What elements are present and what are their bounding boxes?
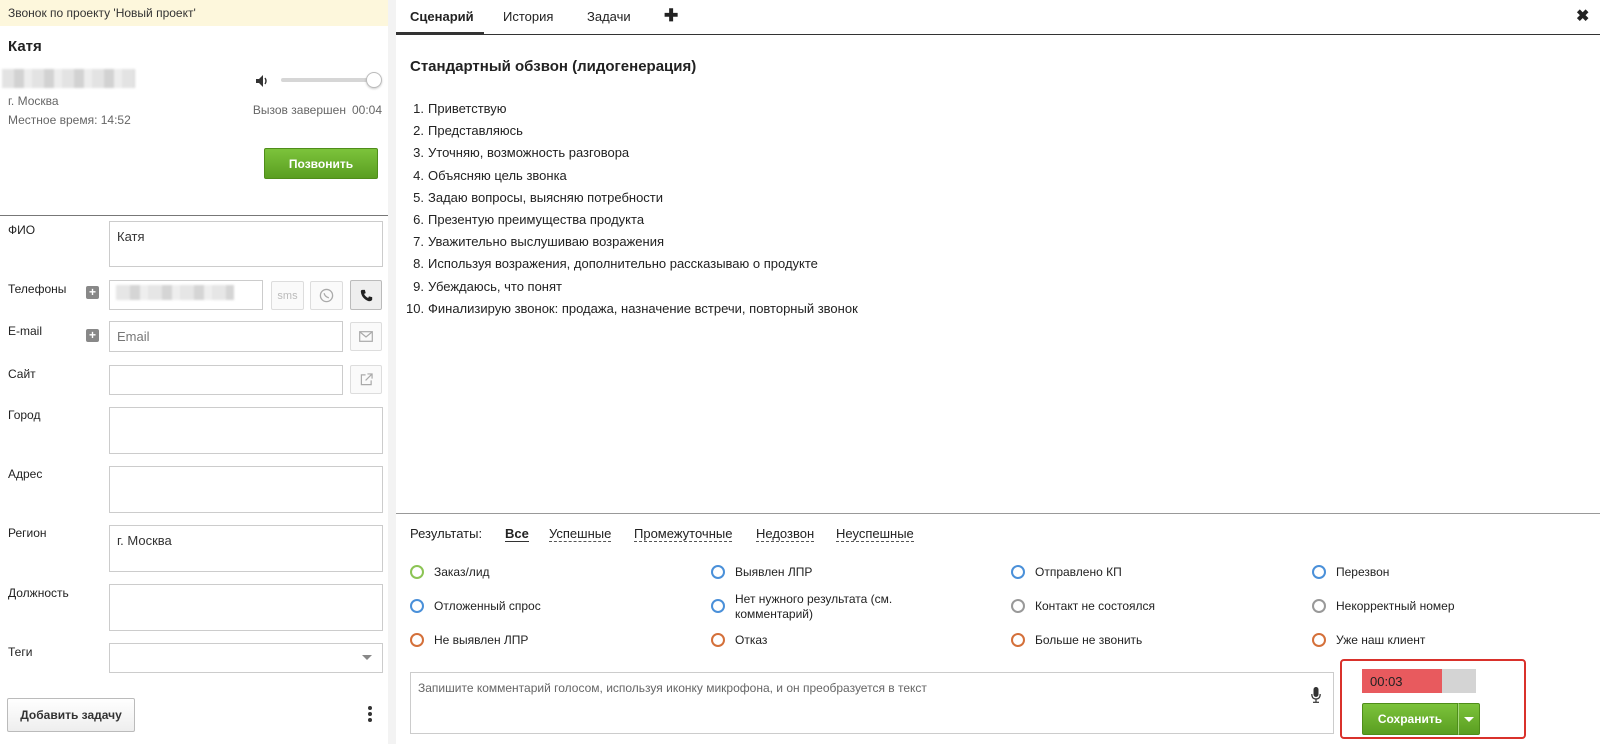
script-title: Стандартный обзвон (лидогенерация) <box>410 58 697 75</box>
script-step: 2. Представляюсь <box>413 123 523 139</box>
local-time: Местное время: 14:52 <box>8 113 131 127</box>
email-field[interactable] <box>109 321 343 352</box>
result-option[interactable]: Отправлено КП <box>1011 565 1122 580</box>
contact-city: г. Москва <box>8 94 59 108</box>
filter-all[interactable]: Все <box>505 526 529 541</box>
radio-button[interactable] <box>1312 599 1326 613</box>
result-option[interactable]: Отказ <box>711 633 767 648</box>
result-option[interactable]: Нет нужного результата (см. комментарий) <box>711 592 931 622</box>
save-options-dropdown[interactable] <box>1458 703 1480 735</box>
script-step: 7. Уважительно выслушиваю возражения <box>413 234 665 250</box>
result-option[interactable]: Выявлен ЛПР <box>711 565 812 580</box>
radio-button[interactable] <box>1312 633 1326 647</box>
site-field[interactable] <box>109 365 343 395</box>
script-step: 9. Убеждаюсь, что понят <box>413 278 562 294</box>
city-label: Город <box>8 408 41 422</box>
region-field[interactable]: г. Москва <box>109 525 383 572</box>
volume-slider-handle[interactable] <box>366 72 382 88</box>
script-step: 1. Приветствую <box>413 101 507 116</box>
script-step: 8. Используя возражения, дополнительно рассказываю о продукте <box>413 256 818 272</box>
radio-button[interactable] <box>1312 565 1326 579</box>
radio-button[interactable] <box>711 599 725 613</box>
result-option[interactable]: Контакт не состоялся <box>1011 599 1155 614</box>
call-duration: 00:04 <box>351 103 382 117</box>
radio-button[interactable] <box>711 633 725 647</box>
position-field[interactable] <box>109 584 383 631</box>
address-field[interactable] <box>109 466 383 513</box>
result-option[interactable]: Больше не звонить <box>1011 633 1142 648</box>
whatsapp-button[interactable] <box>310 281 343 310</box>
tab-tasks[interactable]: Задачи <box>587 9 631 24</box>
tags-label: Теги <box>8 645 33 659</box>
phone-icon <box>360 289 373 302</box>
dial-phone-button[interactable] <box>350 280 382 310</box>
call-status-text: Вызов завершен <box>252 103 346 117</box>
sms-button[interactable]: sms <box>271 281 304 310</box>
filter-unsuccessful[interactable]: Неуспешные <box>836 526 914 541</box>
microphone-icon[interactable] <box>1311 687 1321 703</box>
open-site-button[interactable] <box>350 365 382 394</box>
radio-button[interactable] <box>1011 599 1025 613</box>
result-option[interactable]: Не выявлен ЛПР <box>410 633 528 648</box>
script-step: 6. Презентую преимущества продукта <box>413 212 645 228</box>
add-tab-icon[interactable]: ✚ <box>664 6 679 25</box>
timer-text: 00:03 <box>1370 674 1403 689</box>
result-option[interactable]: Уже наш клиент <box>1312 633 1425 648</box>
script-steps <box>406 98 858 320</box>
mail-icon <box>359 331 373 342</box>
divider <box>0 215 396 216</box>
volume-slider[interactable] <box>281 78 373 82</box>
filter-intermediate[interactable]: Промежуточные <box>634 526 733 541</box>
filter-successful[interactable]: Успешные <box>549 526 612 541</box>
add-phone-icon[interactable]: + <box>86 286 99 299</box>
result-option[interactable]: Заказ/лид <box>410 565 490 580</box>
close-icon[interactable]: ✖ <box>1576 8 1590 25</box>
radio-button[interactable] <box>711 565 725 579</box>
call-button[interactable]: Позвонить <box>264 148 378 179</box>
active-tab-indicator <box>396 32 484 34</box>
whatsapp-icon <box>319 288 334 303</box>
radio-button[interactable] <box>410 565 424 579</box>
results-label: Результаты: <box>410 526 483 541</box>
blurred-phone-number <box>2 69 135 88</box>
region-label: Регион <box>8 526 47 540</box>
project-bar: Звонок по проекту 'Новый проект' <box>0 0 396 26</box>
more-vertical-icon[interactable] <box>368 706 374 724</box>
speaker-icon[interactable] <box>256 75 270 87</box>
script-step: 4. Объясняю цель звонка <box>413 167 567 183</box>
result-option[interactable]: Перезвон <box>1312 565 1389 580</box>
comment-input[interactable] <box>410 672 1334 734</box>
email-label: E-mail <box>8 324 43 338</box>
call-script-panel <box>396 0 1600 744</box>
script-step: 10. Финализирую звонок: продажа, назначение встречи, повторный звонок <box>406 300 858 316</box>
tab-scenario[interactable]: Сценарий <box>410 9 474 24</box>
divider <box>396 513 1600 514</box>
external-link-icon <box>360 373 373 386</box>
tab-bar <box>396 0 1600 35</box>
radio-button[interactable] <box>1011 633 1025 647</box>
city-field[interactable] <box>109 407 383 454</box>
site-label: Сайт <box>8 367 36 381</box>
result-option[interactable]: Некорректный номер <box>1312 599 1455 614</box>
contact-panel <box>0 0 396 744</box>
phones-label: Телефоны <box>8 282 67 296</box>
contact-name: Катя <box>8 38 42 55</box>
result-option[interactable]: Отложенный спрос <box>410 599 541 614</box>
address-label: Адрес <box>8 467 43 481</box>
add-email-icon[interactable]: + <box>86 329 99 342</box>
blurred-phone-value <box>116 285 234 300</box>
script-step: 5. Задаю вопросы, выясняю потребности <box>413 189 664 205</box>
radio-button[interactable] <box>410 633 424 647</box>
position-label: Должность <box>8 586 69 600</box>
chevron-down-icon <box>362 655 372 660</box>
send-email-button[interactable] <box>350 322 382 351</box>
radio-button[interactable] <box>410 599 424 613</box>
save-button[interactable]: Сохранить <box>1362 703 1458 735</box>
tab-history[interactable]: История <box>503 9 554 24</box>
fio-field[interactable]: Катя <box>109 221 383 267</box>
tags-select[interactable] <box>109 643 383 673</box>
save-timer <box>1362 669 1476 693</box>
add-task-button[interactable]: Добавить задачу <box>7 698 135 732</box>
script-step: 3. Уточняю, возможность разговора <box>413 145 630 161</box>
filter-no-answer[interactable]: Недозвон <box>756 526 815 541</box>
fio-label: ФИО <box>8 223 36 237</box>
radio-button[interactable] <box>1011 565 1025 579</box>
call-status <box>253 103 382 117</box>
